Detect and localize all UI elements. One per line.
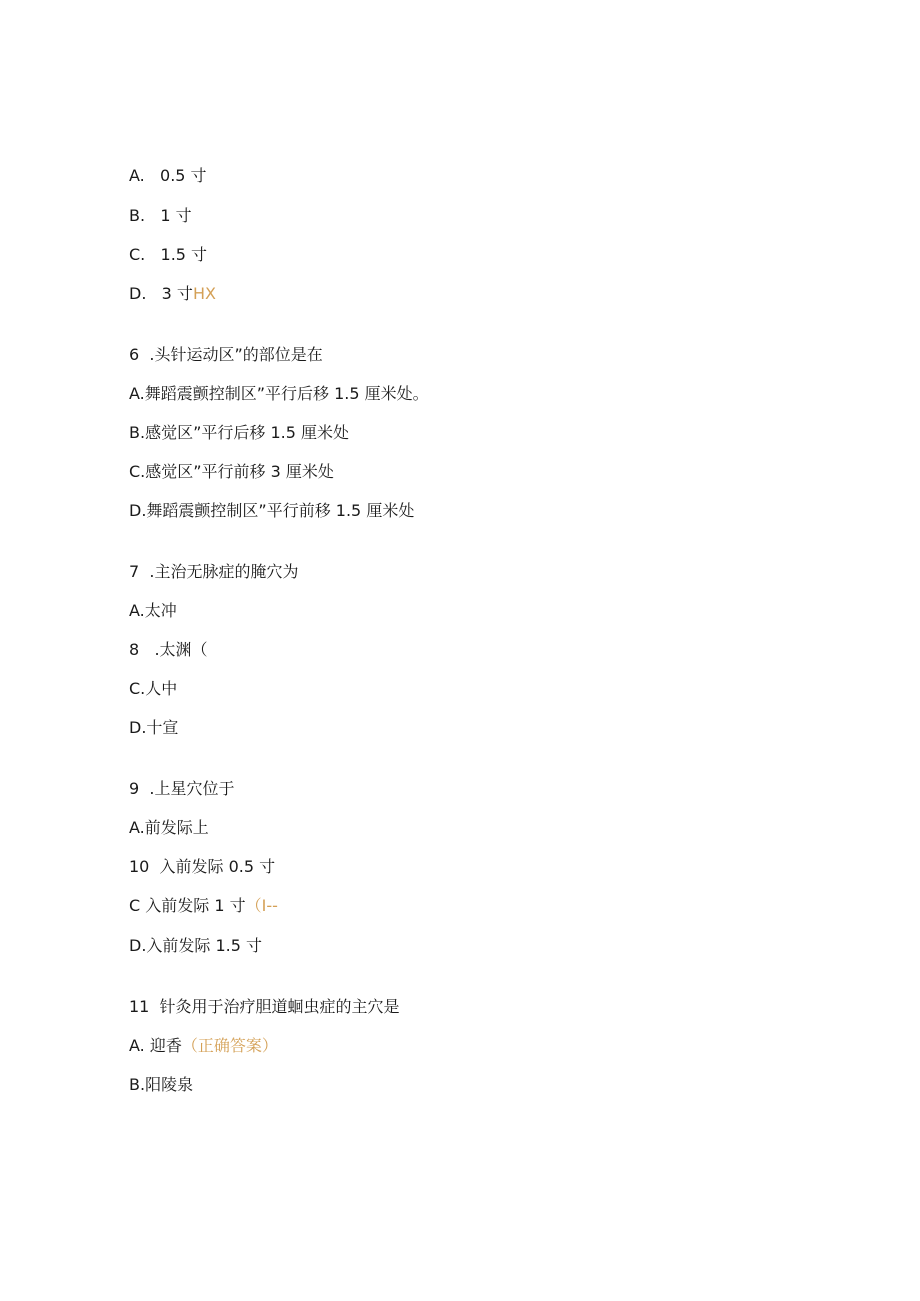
q6-stem: 6 .头针运动区”的部位是在	[129, 345, 323, 364]
q9-option-a: A.前发际上	[129, 818, 209, 837]
q11-stem: 11 针灸用于治疗胆道蛔虫症的主穴是	[129, 997, 400, 1016]
q11-answer-mark: （正确答案）	[181, 1036, 278, 1055]
q5-option-d-text: D. 3 寸	[129, 284, 193, 303]
q7-stem: 7 .主治无脉症的腌穴为	[129, 562, 299, 581]
q6-option-b: B.感觉区”平行后移 1.5 厘米处	[129, 423, 349, 442]
q7-option-d: D.十宣	[129, 718, 179, 737]
q5-option-d	[129, 284, 216, 304]
q7-option-b: 8 .太渊（	[129, 640, 208, 659]
q6-option-c: C.感觉区”平行前移 3 厘米处	[129, 462, 334, 481]
q5-option-b: B. 1 寸	[129, 206, 192, 225]
q5-option-a: A. 0.5 寸	[129, 166, 207, 185]
q9-option-c-text: C 入前发际 1 寸	[129, 896, 246, 915]
q6-option-a: A.舞蹈震颤控制区”平行后移 1.5 厘米处。	[129, 384, 429, 403]
q9-option-c	[129, 896, 278, 916]
q7-option-c: C.人中	[129, 679, 178, 698]
q5-answer-mark: HX	[192, 284, 216, 303]
q9-answer-mark: （I--	[245, 896, 278, 915]
q9-stem: 9 .上星穴位于	[129, 779, 235, 798]
q5-option-c: C. 1.5 寸	[129, 245, 208, 264]
q6-option-d: D.舞蹈震颤控制区”平行前移 1.5 厘米处	[129, 501, 415, 520]
q11-option-a-text: A. 迎香	[129, 1036, 182, 1055]
q9-option-b: 10 入前发际 0.5 寸	[129, 857, 276, 876]
q11-option-b: B.阳陵泉	[129, 1075, 194, 1094]
q9-option-d: D.入前发际 1.5 寸	[129, 936, 263, 955]
q7-option-a: A.太冲	[129, 601, 177, 620]
q11-option-a	[129, 1036, 278, 1056]
